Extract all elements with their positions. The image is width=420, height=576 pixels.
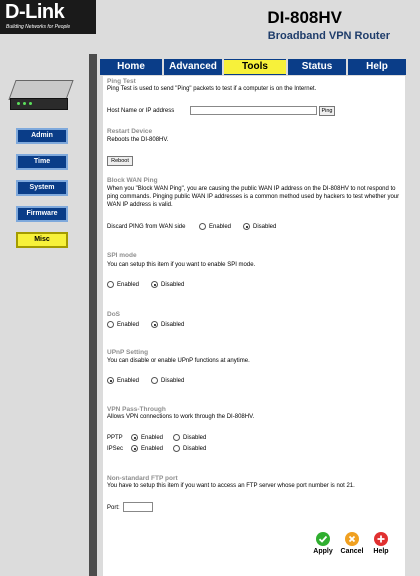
upnp-desc: You can disable or enable UPnP functions at anytime. (107, 358, 250, 364)
help-label: Help (373, 548, 389, 555)
dlink-logo (0, 0, 96, 34)
dos-enabled-radio[interactable] (107, 321, 114, 328)
router-image (10, 76, 72, 114)
sidebar-item-admin[interactable]: Admin (16, 128, 68, 144)
pptp-disabled-radio[interactable] (173, 434, 180, 441)
ipsec-enabled-radio[interactable] (131, 445, 138, 452)
ipsec-disabled-radio[interactable] (173, 445, 180, 452)
tab-help[interactable]: Help (366, 61, 388, 72)
divider-bar (89, 54, 97, 576)
spi-disabled-radio[interactable] (151, 281, 158, 288)
spi-disabled-label: Disabled (161, 282, 185, 288)
sidebar-item-misc[interactable]: Misc (16, 232, 68, 248)
help-plus-icon (374, 532, 388, 546)
apply-button[interactable] (308, 532, 338, 566)
host-input[interactable] (190, 106, 317, 115)
router-led (29, 102, 32, 105)
sidebar-item-firmware[interactable]: Firmware (16, 206, 68, 222)
block-wan-enabled-label: Enabled (209, 224, 232, 230)
upnp-enabled-radio[interactable] (107, 377, 114, 384)
brand-tagline: Building Networks for People (6, 24, 71, 30)
ping-button[interactable]: Ping (319, 106, 335, 116)
ipsec-disabled-label: Disabled (183, 446, 207, 452)
tab-advanced[interactable]: Advanced (169, 61, 217, 72)
router-led (23, 102, 26, 105)
dos-disabled-label: Disabled (161, 322, 185, 328)
pptp-enabled-label: Enabled (141, 435, 164, 441)
vpn-title: VPN Pass-Through (107, 406, 166, 413)
discard-ping-label: Discard PING from WAN side (107, 224, 186, 230)
spi-enabled-radio[interactable] (107, 281, 114, 288)
product-subtitle: Broadband VPN Router (267, 30, 390, 42)
header (0, 0, 420, 54)
cancel-x-icon (345, 532, 359, 546)
tab-tools[interactable]: Tools (224, 60, 286, 74)
help-button[interactable] (366, 532, 396, 566)
model-name: DI-808HV (267, 8, 342, 27)
ftp-desc: You have to setup this item if you want to access an FTP server whose port number is not 21. (107, 483, 355, 489)
tab-home[interactable]: Home (117, 61, 145, 72)
ipsec-label: IPSec (107, 446, 124, 452)
main-tabs (100, 59, 406, 75)
apply-check-icon (316, 532, 330, 546)
cancel-button[interactable] (337, 532, 367, 566)
block-wan-desc: When you "Block WAN Ping", you are causing the public WAN IP address on the DI-808HV to not respond to ping commands. Pinging public WAN IP addresses is a common method used by hackers to test whether your WAN IP address is valid. (107, 186, 400, 208)
pptp-enabled-radio[interactable] (131, 434, 138, 441)
router-top (8, 80, 73, 100)
brand-name: D-Link (5, 1, 65, 23)
upnp-disabled-radio[interactable] (151, 377, 158, 384)
sidebar-item-system[interactable]: System (16, 180, 68, 196)
pptp-label: PPTP (107, 435, 123, 441)
ping-test-desc: Ping Test is used to send "Ping" packets to test if a computer is on the Internet. (107, 86, 317, 92)
upnp-disabled-label: Disabled (161, 378, 185, 384)
ping-test-title: Ping Test (107, 78, 136, 85)
upnp-title: UPnP Setting (107, 349, 149, 356)
reboot-button[interactable]: Reboot (107, 156, 133, 166)
spi-title: SPI mode (107, 252, 137, 259)
dos-title: DoS (107, 311, 120, 318)
spi-enabled-label: Enabled (117, 282, 140, 288)
tab-status[interactable]: Status (301, 61, 333, 72)
host-label: Host Name or IP address (107, 108, 175, 114)
router-led (17, 102, 20, 105)
sidebar-item-time[interactable]: Time (16, 154, 68, 170)
pptp-disabled-label: Disabled (183, 435, 207, 441)
content-panel (103, 76, 405, 576)
apply-label: Apply (313, 548, 333, 555)
router-front (10, 98, 68, 110)
block-wan-title: Block WAN Ping (107, 177, 158, 184)
dos-disabled-radio[interactable] (151, 321, 158, 328)
left-sidebar (0, 54, 88, 576)
upnp-enabled-label: Enabled (117, 378, 140, 384)
cancel-label: Cancel (340, 548, 364, 555)
block-wan-disabled-label: Disabled (253, 224, 277, 230)
spi-desc: You can setup this item if you want to enable SPI mode. (107, 262, 256, 268)
vpn-desc: Allows VPN connections to work through the DI-808HV. (107, 414, 255, 420)
ftp-port-label: Port: (107, 505, 120, 511)
block-wan-enabled-radio[interactable] (199, 223, 206, 230)
ftp-port-input[interactable] (123, 502, 153, 512)
restart-title: Restart Device (107, 128, 153, 135)
ftp-title: Non-standard FTP port (107, 475, 178, 482)
block-wan-disabled-radio[interactable] (243, 223, 250, 230)
dos-enabled-label: Enabled (117, 322, 140, 328)
ipsec-enabled-label: Enabled (141, 446, 164, 452)
restart-desc: Reboots the DI-808HV. (107, 137, 169, 143)
